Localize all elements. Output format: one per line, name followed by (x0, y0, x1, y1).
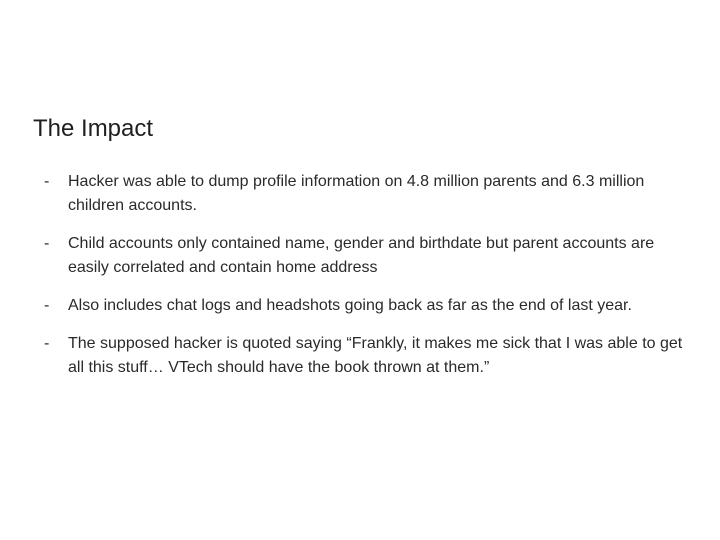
bullet-dash: - (44, 297, 50, 314)
bullet-list (44, 170, 684, 394)
bullet-item (44, 232, 684, 280)
bullet-item (44, 170, 684, 218)
bullet-text: The supposed hacker is quoted saying “Frankly, it makes me sick that I was able to get all this stuff… VTech should have the book thrown at them.” (68, 335, 683, 376)
bullet-text: Child accounts only contained name, gender and birthdate but parent accounts are easily correlated and contain home address (68, 235, 655, 276)
bullet-item (44, 332, 684, 380)
bullet-text: Hacker was able to dump profile information on 4.8 million parents and 6.3 million children accounts. (68, 173, 645, 214)
bullet-item (44, 294, 684, 318)
bullet-dash: - (44, 173, 50, 190)
slide-title: The Impact (33, 115, 154, 142)
bullet-text: Also includes chat logs and headshots going back as far as the end of last year. (68, 297, 632, 314)
bullet-dash: - (44, 235, 50, 252)
bullet-dash: - (44, 335, 50, 352)
